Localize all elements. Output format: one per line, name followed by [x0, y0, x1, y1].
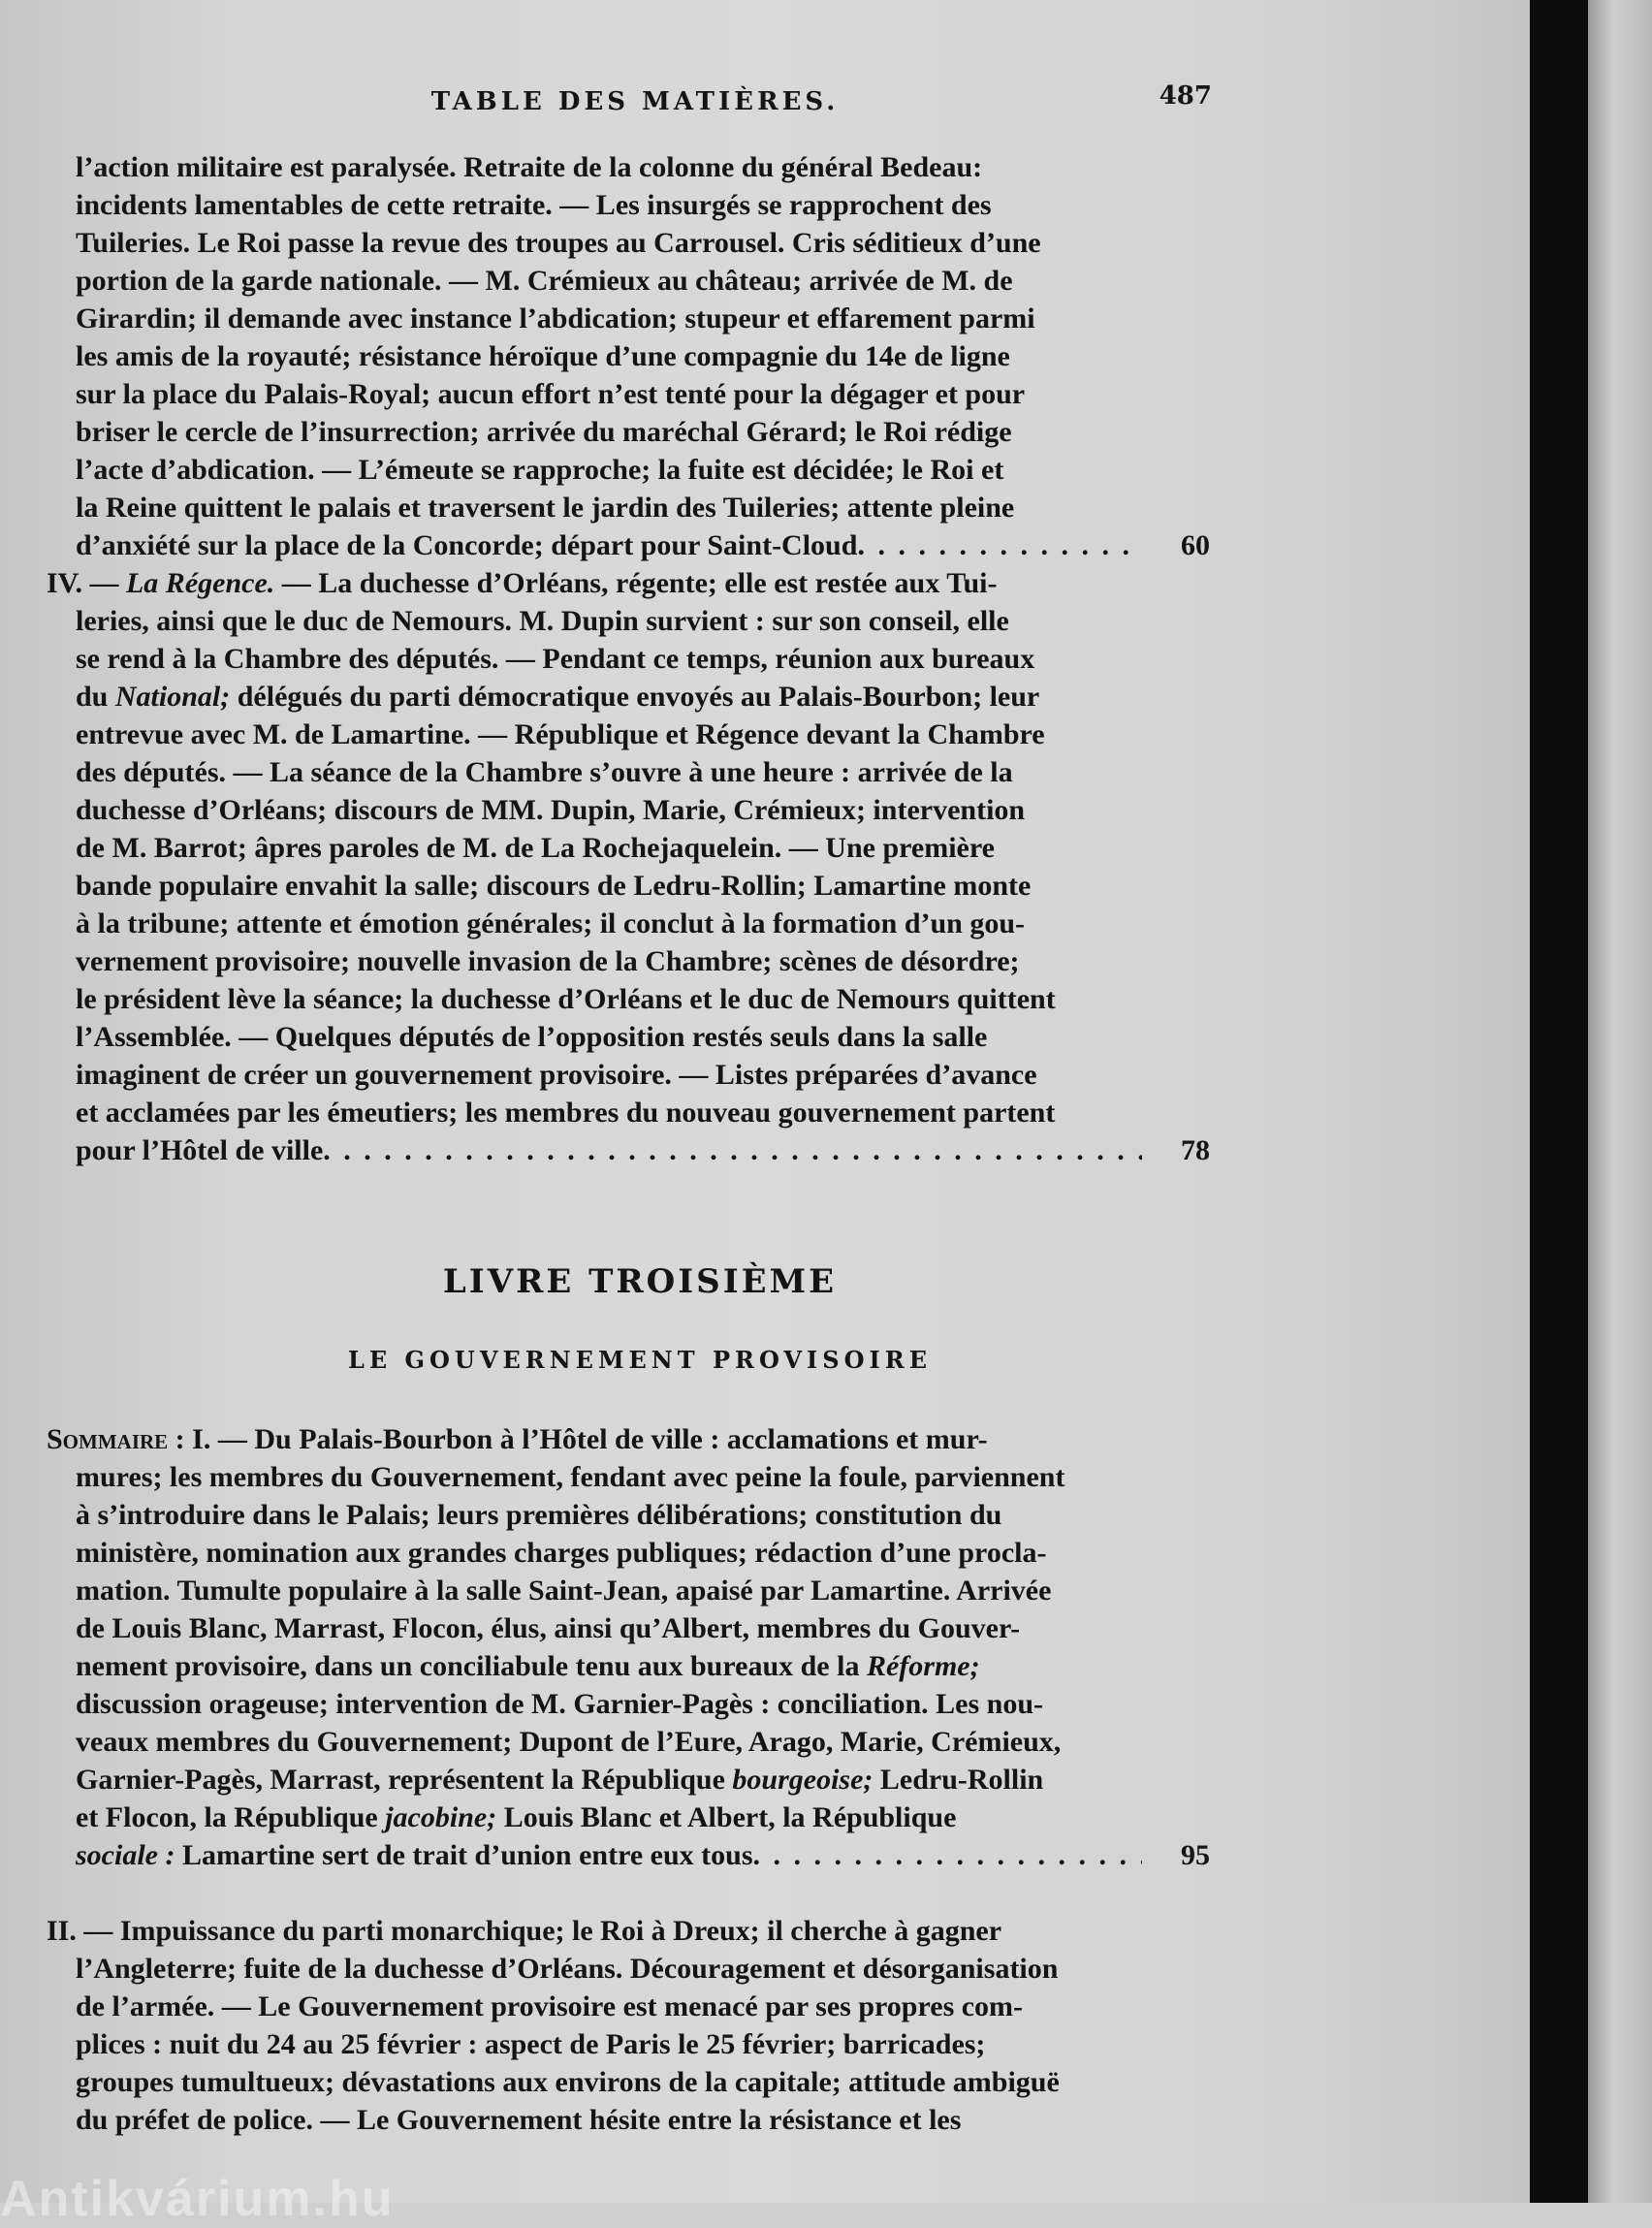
- toc-leader-line: [76, 526, 1210, 564]
- text-line: l’Assemblée. — Quelques députés de l’opposition restés seuls dans la salle: [76, 1021, 988, 1053]
- text-line: du préfet de police. — Le Gouvernement hésite entre la résistance et les: [76, 2104, 962, 2136]
- text-line: entrevue avec M. de Lamartine. — République et Régence devant la Chambre: [76, 718, 1045, 750]
- toc-entry-regence: [47, 564, 1210, 1169]
- entry-title: La Régence.: [125, 567, 275, 599]
- text-line: l’acte d’abdication. — L’émeute se rapproche; la fuite est décidée; le Roi et: [76, 454, 1004, 486]
- toc-leader-line: [76, 1131, 1210, 1169]
- text-line: Tuileries. Le Roi passe la revue des troupes au Carrousel. Cris séditieux d’une: [76, 227, 1041, 259]
- text-line-mixed: [76, 1798, 1210, 1836]
- page-number: 487: [1159, 81, 1212, 111]
- text-line: l’Angleterre; fuite de la duchesse d’Orléans. Découragement et désorganisation: [76, 1953, 1059, 1985]
- italic-title: Réforme;: [866, 1650, 980, 1682]
- italic-title: National;: [114, 681, 231, 713]
- text-line: à la tribune; attente et émotion générales; il conclut à la formation d’un gou-: [76, 907, 1026, 939]
- text-line: imaginent de créer un gouvernement provisoire. — Listes préparées d’avance: [76, 1059, 1037, 1091]
- text-line: de Louis Blanc, Marrast, Flocon, élus, ainsi qu’Albert, membres du Gouver-: [76, 1612, 1021, 1644]
- text-line: briser le cercle de l’insurrection; arrivée du maréchal Gérard; le Roi rédige: [76, 416, 1012, 448]
- text-line: vernement provisoire; nouvelle invasion de la Chambre; scènes de désordre;: [76, 945, 1020, 977]
- text-line: d’anxiété sur la place de la Concorde; départ pour Saint-Cloud: [76, 529, 858, 561]
- text-line-mixed: [76, 1761, 1210, 1798]
- text-fragment: Garnier-Pagès, Marrast, représentent la République: [76, 1764, 733, 1796]
- text-line-mixed: [76, 1647, 1210, 1685]
- toc-leader-line: [76, 1836, 1210, 1874]
- text-line: la Reine quittent le palais et traversent le jardin des Tuileries; attente pleine: [76, 492, 1015, 524]
- book-spine-shadow: [1530, 0, 1588, 2203]
- dot-leader: [857, 526, 1142, 564]
- text-line: des députés. — La séance de la Chambre s’ouvre à une heure : arrivée de la: [76, 756, 1013, 788]
- text-line: duchesse d’Orléans; discours de MM. Dupin, Marie, Crémieux; intervention: [76, 794, 1026, 826]
- text-line: discussion orageuse; intervention de M. Garnier-Pagès : conciliation. Les nou-: [76, 1688, 1043, 1720]
- text-line: le président lève la séance; la duchesse d’Orléans et le duc de Nemours quittent: [76, 983, 1056, 1015]
- text-fragment: Lamartine sert de trait d’union entre eux tous: [175, 1839, 753, 1871]
- italic-word: sociale :: [76, 1839, 175, 1871]
- page-header: [58, 81, 1212, 120]
- text-line: ministère, nomination aux grandes charges publiques; rédaction d’une procla-: [76, 1537, 1047, 1569]
- text-line: de l’armée. — Le Gouvernement provisoire est menacé par ses propres com-: [76, 1990, 1024, 2022]
- text-line: mures; les membres du Gouvernement, fendant avec peine la foule, parviennent: [76, 1461, 1065, 1493]
- toc-entry-sommaire-2: [47, 1912, 1210, 2139]
- running-title: TABLE DES MATIÈRES.: [430, 87, 840, 116]
- text-line-mixed: [76, 678, 1210, 716]
- text-line: I. — Du Palais-Bourbon à l’Hôtel de ville : acclamations et mur-: [184, 1423, 988, 1455]
- text-line: Girardin; il demande avec instance l’abdication; stupeur et effarement parmi: [76, 302, 1035, 334]
- text-line: les amis de la royauté; résistance héroïque d’une compagnie du 14e de ligne: [76, 340, 1010, 372]
- text-line: leries, ainsi que le duc de Nemours. M. Dupin survient : sur son conseil, elle: [76, 605, 1009, 637]
- toc-entry-sommaire-1: [47, 1420, 1210, 1874]
- text-line-mixed: [76, 1836, 753, 1874]
- text-line: et acclamées par les émeutiers; les membres du nouveau gouvernement partent: [76, 1097, 1056, 1129]
- text-line: groupes tumultueux; dévastations aux environs de la capitale; attitude ambiguë: [76, 2066, 1060, 2098]
- entry-heading-line: [47, 1420, 1210, 1458]
- text-fragment: et Flocon, la République: [76, 1801, 386, 1833]
- text-line: de M. Barrot; âpres paroles de M. de La Rochejaquelein. — Une première: [76, 832, 995, 864]
- toc-page-ref: 60: [1181, 529, 1210, 561]
- toc-page-ref: 78: [1181, 1134, 1210, 1166]
- text-line: pour l’Hôtel de ville: [76, 1134, 324, 1166]
- book-part-title: LIVRE TROISIÈME: [442, 1262, 838, 1301]
- toc-page-ref: 95: [1181, 1839, 1210, 1871]
- book-spine-edge: [1588, 0, 1652, 2203]
- dot-leader: [323, 1131, 1142, 1169]
- entry-numeral: IV. —: [47, 567, 119, 599]
- text-line: mation. Tumulte populaire à la salle Saint-Jean, apaisé par Lamartine. Arrivée: [76, 1575, 1052, 1607]
- entry-heading-line: [47, 564, 1210, 602]
- toc-entry-continuation: [76, 148, 1210, 564]
- text-line: sur la place du Palais-Royal; aucun effort n’est tenté pour la dégager et pour: [76, 378, 1026, 410]
- text-fragment: nement provisoire, dans un conciliabule tenu aux bureaux de la: [76, 1650, 867, 1682]
- book-part-subtitle: LE GOUVERNEMENT PROVISOIRE: [348, 1346, 932, 1374]
- text-fragment: Ledru-Rollin: [873, 1764, 1044, 1796]
- text-line: l’action militaire est paralysée. Retraite de la colonne du général Bedeau:: [76, 151, 983, 183]
- text-line: veaux membres du Gouvernement; Dupont de l’Eure, Arago, Marie, Crémieux,: [76, 1726, 1062, 1758]
- text-line: incidents lamentables de cette retraite. — Les insurgés se rapprochent des: [76, 189, 992, 221]
- text-line: plices : nuit du 24 au 25 février : aspect de Paris le 25 février; barricades;: [76, 2028, 986, 2060]
- text-line: — La duchesse d’Orléans, régente; elle est restée aux Tui-: [274, 567, 998, 599]
- dot-leader: [753, 1836, 1142, 1874]
- text-fragment: du: [76, 681, 115, 713]
- text-line: portion de la garde nationale. — M. Crémieux au château; arrivée de M. de: [76, 265, 1013, 297]
- text-line: bande populaire envahit la salle; discours de Ledru-Rollin; Lamartine monte: [76, 870, 1032, 902]
- sommaire-label: Sommaire :: [47, 1423, 185, 1455]
- italic-word: jacobine;: [385, 1801, 497, 1833]
- watermark: Antikvárium.hu: [0, 2171, 395, 2227]
- text-fragment: Louis Blanc et Albert, la République: [496, 1801, 957, 1833]
- entry-heading-line: II. — Impuissance du parti monarchique; le Roi à Dreux; il cherche à gagner: [47, 1915, 1002, 1947]
- text-line: à s’introduire dans le Palais; leurs premières délibérations; constitution du: [76, 1499, 1002, 1531]
- italic-word: bourgeoise;: [732, 1764, 874, 1796]
- text-line: se rend à la Chambre des députés. — Pendant ce temps, réunion aux bureaux: [76, 643, 1035, 675]
- text-fragment: délégués du parti démocratique envoyés au Palais-Bourbon; leur: [230, 681, 1040, 713]
